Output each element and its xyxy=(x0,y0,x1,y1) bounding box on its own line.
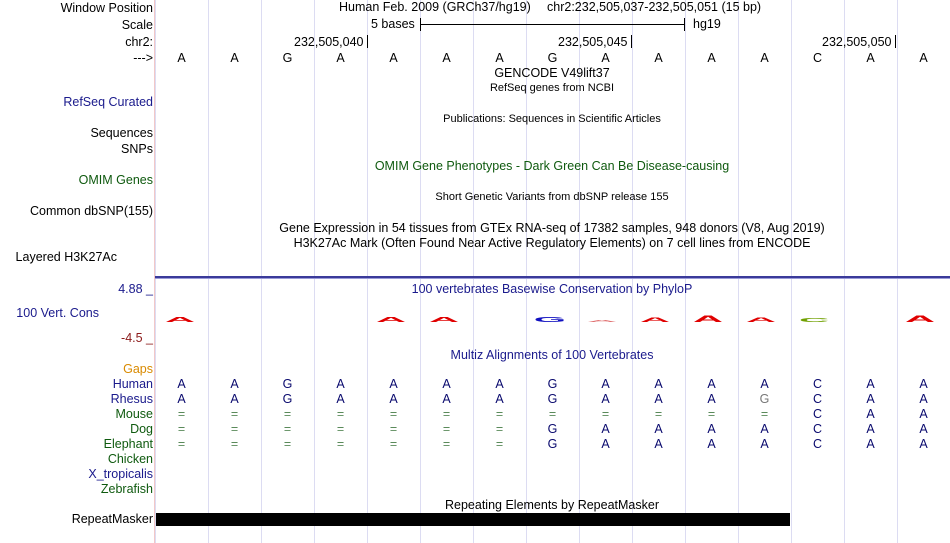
label-sequences[interactable]: Sequences xyxy=(90,126,153,140)
alignment-base-rhesus: A xyxy=(389,392,398,406)
alignment-base-mouse: = xyxy=(707,407,716,421)
alignment-base-human: A xyxy=(495,377,504,391)
alignment-base-elephant: = xyxy=(230,437,239,451)
alignment-base-dog: C xyxy=(812,422,823,436)
label-layered-h3k27ac[interactable]: Layered H3K27Ac xyxy=(15,250,117,264)
label-species-dog[interactable]: Dog xyxy=(130,422,153,436)
alignment-base-elephant: = xyxy=(177,437,186,451)
cons-logo-base-15: A xyxy=(904,314,936,325)
label-window-position[interactable]: Window Position xyxy=(60,1,153,15)
alignment-base-mouse: = xyxy=(442,407,451,421)
gridline xyxy=(685,0,686,543)
cons-logo-base-6: A xyxy=(428,315,460,324)
scale-bar-right-tick xyxy=(684,18,685,31)
alignment-base-human: C xyxy=(812,377,823,391)
alignment-base-dog: = xyxy=(230,422,239,436)
reference-base: C xyxy=(812,51,823,65)
track-title-publications[interactable]: Publications: Sequences in Scientific Articles xyxy=(443,113,661,125)
gridline xyxy=(632,0,633,543)
alignment-base-mouse: = xyxy=(760,407,769,421)
alignment-base-human: G xyxy=(547,377,558,391)
cons-logo-base-10: A xyxy=(639,316,671,324)
alignment-base-elephant: C xyxy=(812,437,823,451)
alignment-base-rhesus: G xyxy=(282,392,293,406)
gridline xyxy=(314,0,315,543)
alignment-base-human: A xyxy=(866,377,875,391)
track-title-gtex[interactable]: Gene Expression in 54 tissues from GTEx RNA-seq of 17382 samples, 948 donors (V8, Aug 2019) xyxy=(279,221,825,235)
label-omim-genes[interactable]: OMIM Genes xyxy=(78,173,153,187)
alignment-base-human: A xyxy=(760,377,769,391)
window-position-text: chr2:232,505,037-232,505,051 (15 bp) xyxy=(547,0,762,14)
cons-logo-base-5: A xyxy=(375,315,407,324)
coord-label-2: 232,505,045 xyxy=(558,35,628,49)
alignment-base-rhesus: A xyxy=(230,392,239,406)
coord-label-1: 232,505,040 xyxy=(294,35,364,49)
alignment-base-dog: = xyxy=(389,422,398,436)
label-snps[interactable]: SNPs xyxy=(121,142,153,156)
alignment-base-mouse: = xyxy=(177,407,186,421)
scale-bar xyxy=(420,24,684,25)
gridline xyxy=(791,0,792,543)
reference-base: A xyxy=(707,51,716,65)
gridline xyxy=(844,0,845,543)
alignment-base-rhesus: A xyxy=(654,392,663,406)
alignment-base-mouse: = xyxy=(495,407,504,421)
gridline xyxy=(738,0,739,543)
alignment-base-dog: A xyxy=(866,422,875,436)
reference-base: A xyxy=(601,51,610,65)
label-species-human[interactable]: Human xyxy=(112,377,153,391)
gridline xyxy=(420,0,421,543)
alignment-base-dog: A xyxy=(919,422,928,436)
alignment-base-mouse: = xyxy=(230,407,239,421)
alignment-base-rhesus: A xyxy=(601,392,610,406)
alignment-base-elephant: = xyxy=(442,437,451,451)
alignment-base-elephant: = xyxy=(495,437,504,451)
track-title-dbsnp[interactable]: Short Genetic Variants from dbSNP release 155 xyxy=(435,191,669,203)
label-repeatmasker[interactable]: RepeatMasker xyxy=(71,512,153,526)
alignment-base-human: A xyxy=(336,377,345,391)
repeatmasker-element-bar[interactable] xyxy=(156,513,790,526)
gridline xyxy=(208,0,209,543)
label-species-rhesus[interactable]: Rhesus xyxy=(110,392,153,406)
reference-base: A xyxy=(389,51,398,65)
reference-base: A xyxy=(919,51,928,65)
track-title-h3k27ac[interactable]: H3K27Ac Mark (Often Found Near Active Regulatory Elements) on 7 cell lines from ENCODE xyxy=(293,236,811,250)
label-species-x-tropicalis[interactable]: X_tropicalis xyxy=(88,467,153,481)
label-100-vert-cons[interactable]: 100 Vert. Cons xyxy=(16,306,99,320)
reference-base: G xyxy=(282,51,293,65)
alignment-base-rhesus: A xyxy=(707,392,716,406)
alignment-base-elephant: = xyxy=(389,437,398,451)
coord-tick-3 xyxy=(895,35,896,48)
label-chr[interactable]: chr2: xyxy=(125,35,153,49)
alignment-base-elephant: A xyxy=(601,437,610,451)
reference-base: A xyxy=(442,51,451,65)
alignment-base-elephant: = xyxy=(283,437,292,451)
alignment-base-mouse: A xyxy=(919,407,928,421)
alignment-base-human: A xyxy=(177,377,186,391)
alignment-base-rhesus: A xyxy=(442,392,451,406)
alignment-base-mouse: = xyxy=(548,407,557,421)
alignment-base-dog: A xyxy=(601,422,610,436)
alignment-base-mouse: = xyxy=(336,407,345,421)
genome-browser-track-area[interactable] xyxy=(155,0,950,543)
label-refseq-curated[interactable]: RefSeq Curated xyxy=(63,95,153,109)
cons-logo-base-1: A xyxy=(164,315,196,324)
alignment-base-elephant: A xyxy=(866,437,875,451)
alignment-base-rhesus: A xyxy=(919,392,928,406)
cons-logo-base-11: A xyxy=(692,313,724,325)
scale-text: 5 bases xyxy=(371,17,415,31)
cons-logo-base-8: G xyxy=(533,315,567,324)
track-title-phylop[interactable]: 100 vertebrates Basewise Conservation by PhyloP xyxy=(411,282,693,296)
alignment-base-mouse: C xyxy=(812,407,823,421)
label-strand-arrow[interactable]: ---> xyxy=(133,51,153,65)
reference-base: A xyxy=(230,51,239,65)
gridline xyxy=(367,0,368,543)
scale-db: hg19 xyxy=(693,17,721,31)
alignment-base-elephant: A xyxy=(707,437,716,451)
alignment-base-rhesus: G xyxy=(547,392,558,406)
alignment-base-elephant: A xyxy=(654,437,663,451)
track-title-multiz[interactable]: Multiz Alignments of 100 Vertebrates xyxy=(450,348,654,362)
alignment-base-human: A xyxy=(601,377,610,391)
label-gaps[interactable]: Gaps xyxy=(123,362,153,376)
alignment-base-elephant: G xyxy=(547,437,558,451)
alignment-base-dog: A xyxy=(654,422,663,436)
alignment-base-mouse: = xyxy=(654,407,663,421)
alignment-base-rhesus: C xyxy=(812,392,823,406)
gridline xyxy=(473,0,474,543)
alignment-base-dog: = xyxy=(336,422,345,436)
label-species-mouse[interactable]: Mouse xyxy=(115,407,153,421)
gridline xyxy=(155,0,156,543)
alignment-base-rhesus: G xyxy=(759,392,770,406)
label-cons-min: -4.5 _ xyxy=(121,331,153,345)
reference-base: A xyxy=(654,51,663,65)
alignment-base-dog: A xyxy=(707,422,716,436)
cons-logo-base-12: A xyxy=(745,316,777,324)
alignment-base-human: A xyxy=(389,377,398,391)
coord-tick-1 xyxy=(367,35,368,48)
alignment-base-human: A xyxy=(919,377,928,391)
track-title-omim[interactable]: OMIM Gene Phenotypes - Dark Green Can Be Disease-causing xyxy=(374,159,730,173)
alignment-base-rhesus: A xyxy=(495,392,504,406)
coord-label-3: 232,505,050 xyxy=(822,35,892,49)
reference-base: A xyxy=(866,51,875,65)
alignment-base-mouse: = xyxy=(283,407,292,421)
reference-base: A xyxy=(336,51,345,65)
alignment-base-elephant: = xyxy=(336,437,345,451)
label-cons-max: 4.88 _ xyxy=(118,282,153,296)
gridline xyxy=(261,0,262,543)
alignment-base-dog: A xyxy=(760,422,769,436)
alignment-base-elephant: A xyxy=(919,437,928,451)
alignment-base-human: A xyxy=(654,377,663,391)
alignment-base-human: G xyxy=(282,377,293,391)
label-species-zebrafish[interactable]: Zebrafish xyxy=(100,482,153,496)
scale-bar-left-tick xyxy=(420,18,421,31)
assembly-title: Human Feb. 2009 (GRCh37/hg19) xyxy=(339,0,531,14)
alignment-base-human: A xyxy=(707,377,716,391)
alignment-base-mouse: A xyxy=(866,407,875,421)
alignment-base-rhesus: A xyxy=(336,392,345,406)
track-title-refseq[interactable]: RefSeq genes from NCBI xyxy=(489,82,615,94)
alignment-base-dog: = xyxy=(283,422,292,436)
alignment-base-human: A xyxy=(230,377,239,391)
alignment-base-dog: = xyxy=(442,422,451,436)
label-common-dbsnp[interactable]: Common dbSNP(155) xyxy=(30,204,153,218)
alignment-base-dog: = xyxy=(177,422,186,436)
alignment-base-rhesus: A xyxy=(866,392,875,406)
coord-tick-2 xyxy=(631,35,632,48)
alignment-base-dog: G xyxy=(547,422,558,436)
alignment-base-dog: = xyxy=(495,422,504,436)
phylop-conservation-logo xyxy=(155,305,950,325)
alignment-base-mouse: = xyxy=(601,407,610,421)
reference-base: A xyxy=(760,51,769,65)
track-labels-column xyxy=(0,0,153,543)
cons-logo-base-13: C xyxy=(798,317,830,324)
reference-base: A xyxy=(495,51,504,65)
label-species-elephant[interactable]: Elephant xyxy=(103,437,153,451)
track-title-gencode[interactable]: GENCODE V49lift37 xyxy=(494,66,610,80)
alignment-base-rhesus: A xyxy=(177,392,186,406)
h3k27ac-signal-underline xyxy=(155,278,950,279)
label-scale[interactable]: Scale xyxy=(121,18,153,32)
alignment-base-human: A xyxy=(442,377,451,391)
track-title-repeatmasker[interactable]: Repeating Elements by RepeatMasker xyxy=(444,498,660,512)
reference-base: A xyxy=(177,51,186,65)
alignment-base-elephant: A xyxy=(760,437,769,451)
cons-logo-base-9: A xyxy=(586,319,618,323)
reference-base: G xyxy=(547,51,558,65)
label-species-chicken[interactable]: Chicken xyxy=(107,452,153,466)
alignment-base-mouse: = xyxy=(389,407,398,421)
gridline xyxy=(897,0,898,543)
